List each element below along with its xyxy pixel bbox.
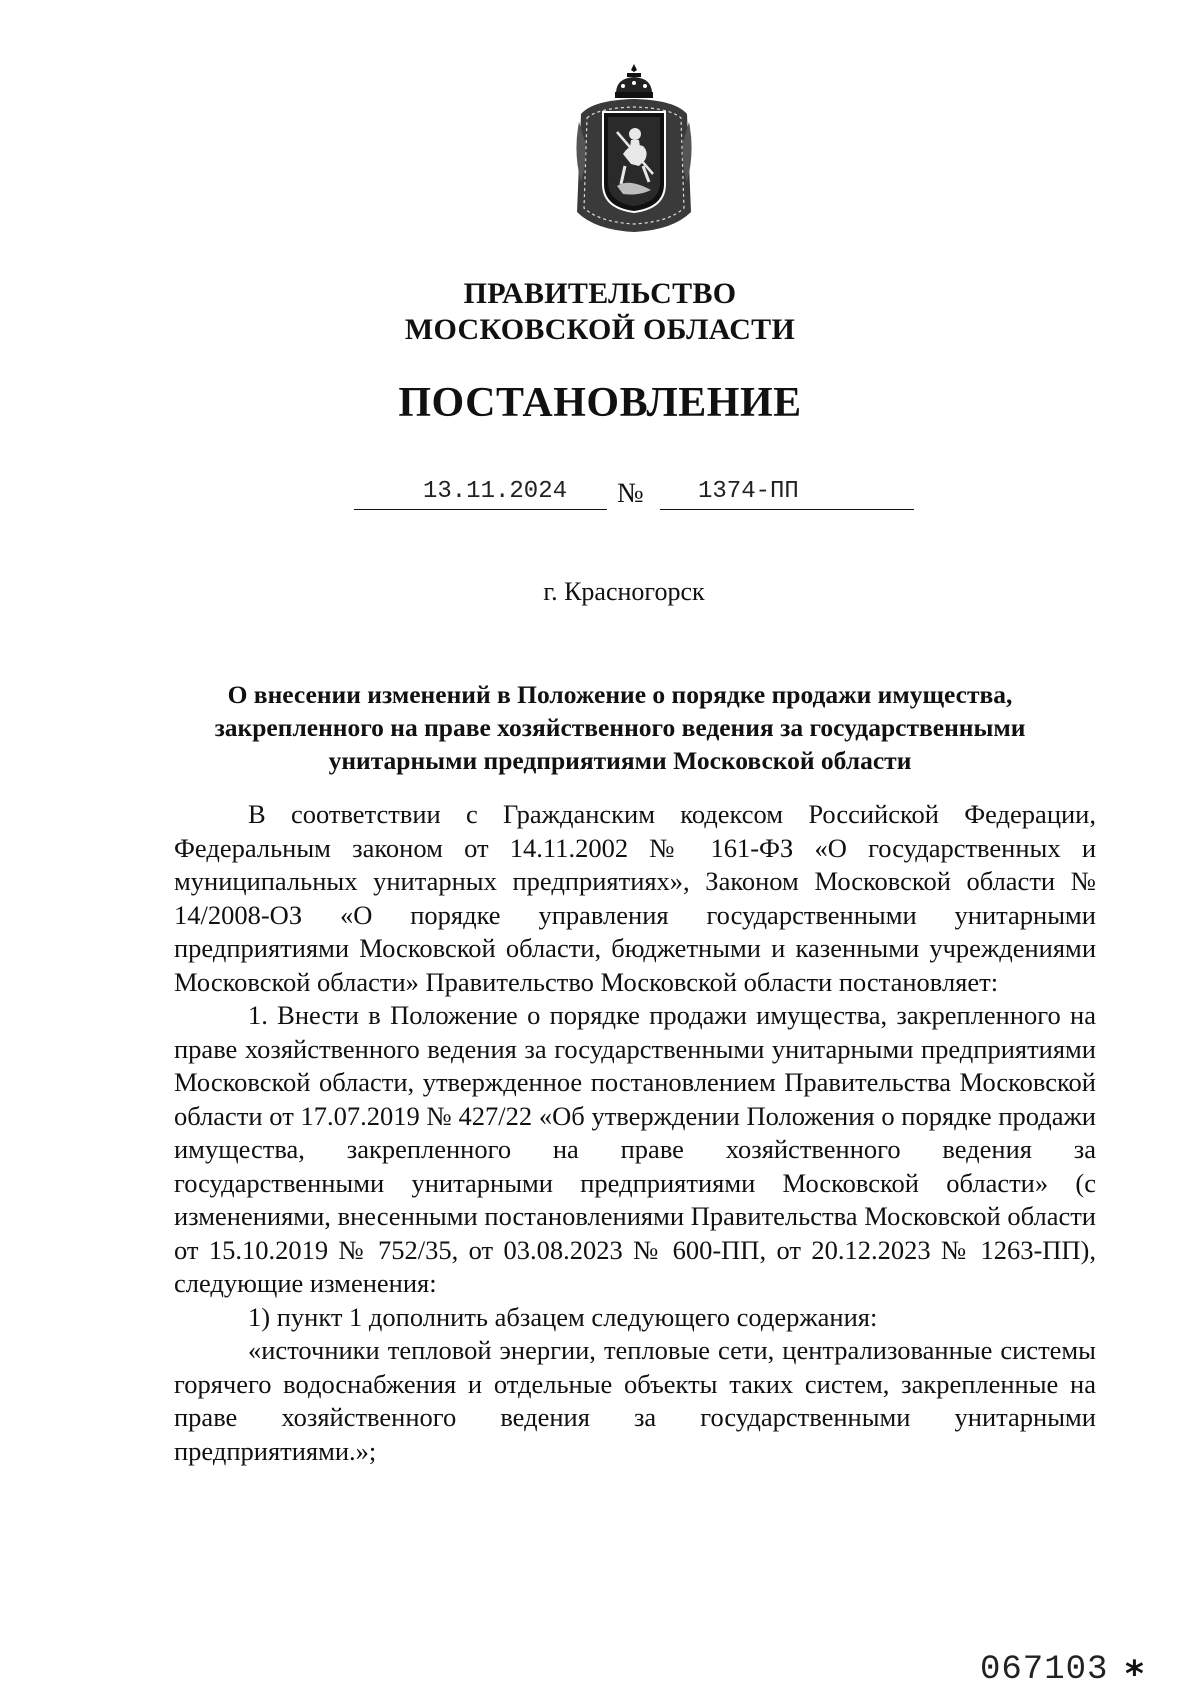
subject-line: О внесении изменений в Положение о порядке продажи имущества, bbox=[227, 680, 1013, 709]
document-date-value: 13.11.2024 bbox=[422, 478, 567, 505]
asterisk-mark: * bbox=[1125, 1654, 1144, 1695]
body-paragraph-subitem-1: 1) пункт 1 дополнить абзацем следующего содержания: bbox=[248, 1301, 878, 1332]
number-sign: № bbox=[617, 478, 644, 509]
organization-name-line2: МОСКОВСКОЙ ОБЛАСТИ bbox=[404, 313, 796, 346]
document-body bbox=[174, 798, 1096, 1468]
crown-icon bbox=[615, 64, 653, 98]
document-number-value: 1374-ПП bbox=[698, 478, 799, 505]
subject-line: унитарными предприятиями Московской области bbox=[328, 746, 912, 775]
body-paragraph-quote: «источники тепловой энергии, тепловые сети, централизованные системы горячего водоснабжения и отдельные объекты таких систем, закрепленные на праве хозяйственного ведения за государственными унитарными предприятиями.»; bbox=[174, 1335, 1096, 1466]
body-paragraph-preamble: В соответствии с Гражданским кодексом Российской Федерации, Федеральным законом от 14.11.2002 № 161-ФЗ «О государственных и муниципальных унитарных предприятиях», Законом Московской области № 14/2008-ОЗ «О порядке управления государственными унитарными предприятиями Московской области, бюджетными и казенными учреждениями Московской области» Правительство Московской области постановляет: bbox=[174, 799, 1096, 997]
subject-line: закрепленного на праве хозяйственного ведения за государственными bbox=[214, 713, 1026, 742]
document-number bbox=[660, 476, 914, 510]
body-paragraph-item-1: 1. Внести в Положение о порядке продажи имущества, закрепленного на праве хозяйственного ведения за государственными унитарными предприятиями Московской области, утвержденное постановлением Правительства Московской области от 17.07.2019 № 427/22 «Об утверждении Положения о порядке продажи имущества, закрепленного на праве хозяйственного ведения за государственными унитарными предприятиями Московской области» (с изменениями, внесенными постановлениями Правительства Московской области от 15.10.2019 № 752/35, от 03.08.2023 № 600-ПП, от 20.12.2023 № 1263-ПП), следующие изменения: bbox=[174, 1000, 1096, 1298]
document-type-title: ПОСТАНОВЛЕНИЕ bbox=[398, 380, 802, 426]
serial-number: 067103 bbox=[980, 1651, 1109, 1689]
shield-icon bbox=[603, 112, 665, 212]
organization-name-line1: ПРАВИТЕЛЬСТВО bbox=[463, 277, 737, 310]
document-subject bbox=[180, 678, 1060, 777]
document-date bbox=[354, 476, 607, 510]
city-name: г. Красногорск bbox=[543, 577, 705, 606]
coat-of-arms-icon bbox=[573, 62, 695, 234]
